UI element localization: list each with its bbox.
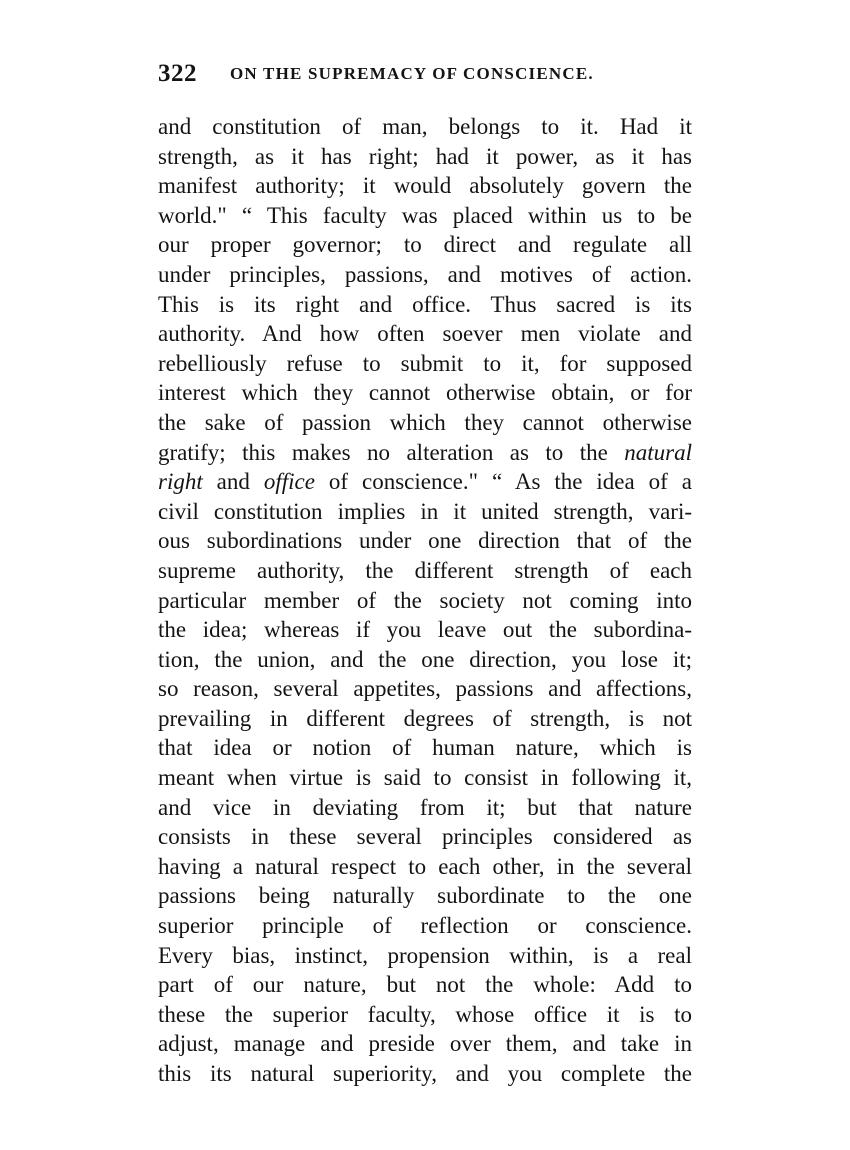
text-line: rebelliously refuse to submit to it, for supposed (158, 350, 692, 376)
text-line: tion, the union, and the one direction, you lose it; (158, 646, 692, 672)
text-line: that idea or notion of human nature, which is (158, 735, 692, 761)
text-line: these the superior faculty, whose office it is to (158, 1001, 692, 1027)
text-line-with-italic (158, 438, 692, 468)
running-title: ON THE SUPREMACY OF CONSCIENCE. (230, 64, 594, 83)
text-line: consists in these several principles considered as (158, 824, 692, 850)
text-line: and vice in deviating from it; but that nature (158, 794, 692, 820)
line-segment: and (202, 469, 264, 495)
italic-word: right (158, 469, 203, 495)
text-line: passions being naturally subordinate to the one (158, 883, 692, 909)
text-line: manifest authority; it would absolutely govern the (158, 173, 692, 199)
text-line: prevailing in different degrees of strength, is not (158, 705, 692, 731)
text-line: strength, as it has right; had it power, as it has (158, 143, 692, 169)
text-line: so reason, several appetites, passions and affections, (158, 676, 692, 702)
line-segment: of conscience." “ As the idea of a (314, 469, 692, 495)
body-text (158, 112, 692, 1089)
page-number: 322 (158, 60, 197, 87)
text-line: this its natural superiority, and you complete the (158, 1061, 692, 1086)
text-line: having a natural respect to each other, in the several (158, 853, 692, 879)
text-line: superior principle of reflection or conscience. (158, 913, 692, 939)
text-line: and constitution of man, belongs to it. Had it (158, 114, 692, 139)
text-line: under principles, passions, and motives of action. (158, 261, 692, 287)
text-line: meant when virtue is said to consist in following it, (158, 765, 692, 791)
text-line: adjust, manage and preside over them, and take in (158, 1031, 692, 1057)
text-line: Every bias, instinct, propension within, is a real (158, 942, 692, 968)
text-line: authority. And how often soever men violate and (158, 321, 692, 347)
text-line: world." “ This faculty was placed within us to be (158, 202, 692, 228)
text-line: civil constitution implies in it united strength, vari- (158, 498, 692, 524)
running-head (158, 58, 698, 94)
text-line: This is its right and office. Thus sacred is its (158, 291, 692, 317)
text-line: the idea; whereas if you leave out the subordina- (158, 617, 692, 643)
text-line: part of our nature, but not the whole: Add to (158, 972, 692, 998)
text-line: ous subordinations under one direction that of the (158, 528, 692, 554)
text-line: the sake of passion which they cannot otherwise (158, 409, 692, 435)
italic-word: office (263, 469, 315, 495)
text-line: interest which they cannot otherwise obtain, or for (158, 380, 692, 406)
line-segment: gratify; this makes no alteration as to the (158, 439, 625, 465)
text-line-with-italic (158, 467, 692, 497)
text-line: particular member of the society not coming into (158, 587, 692, 613)
text-line: supreme authority, the different strength of each (158, 557, 692, 583)
text-line: our proper governor; to direct and regulate all (158, 232, 692, 258)
italic-word: natural (624, 439, 692, 465)
